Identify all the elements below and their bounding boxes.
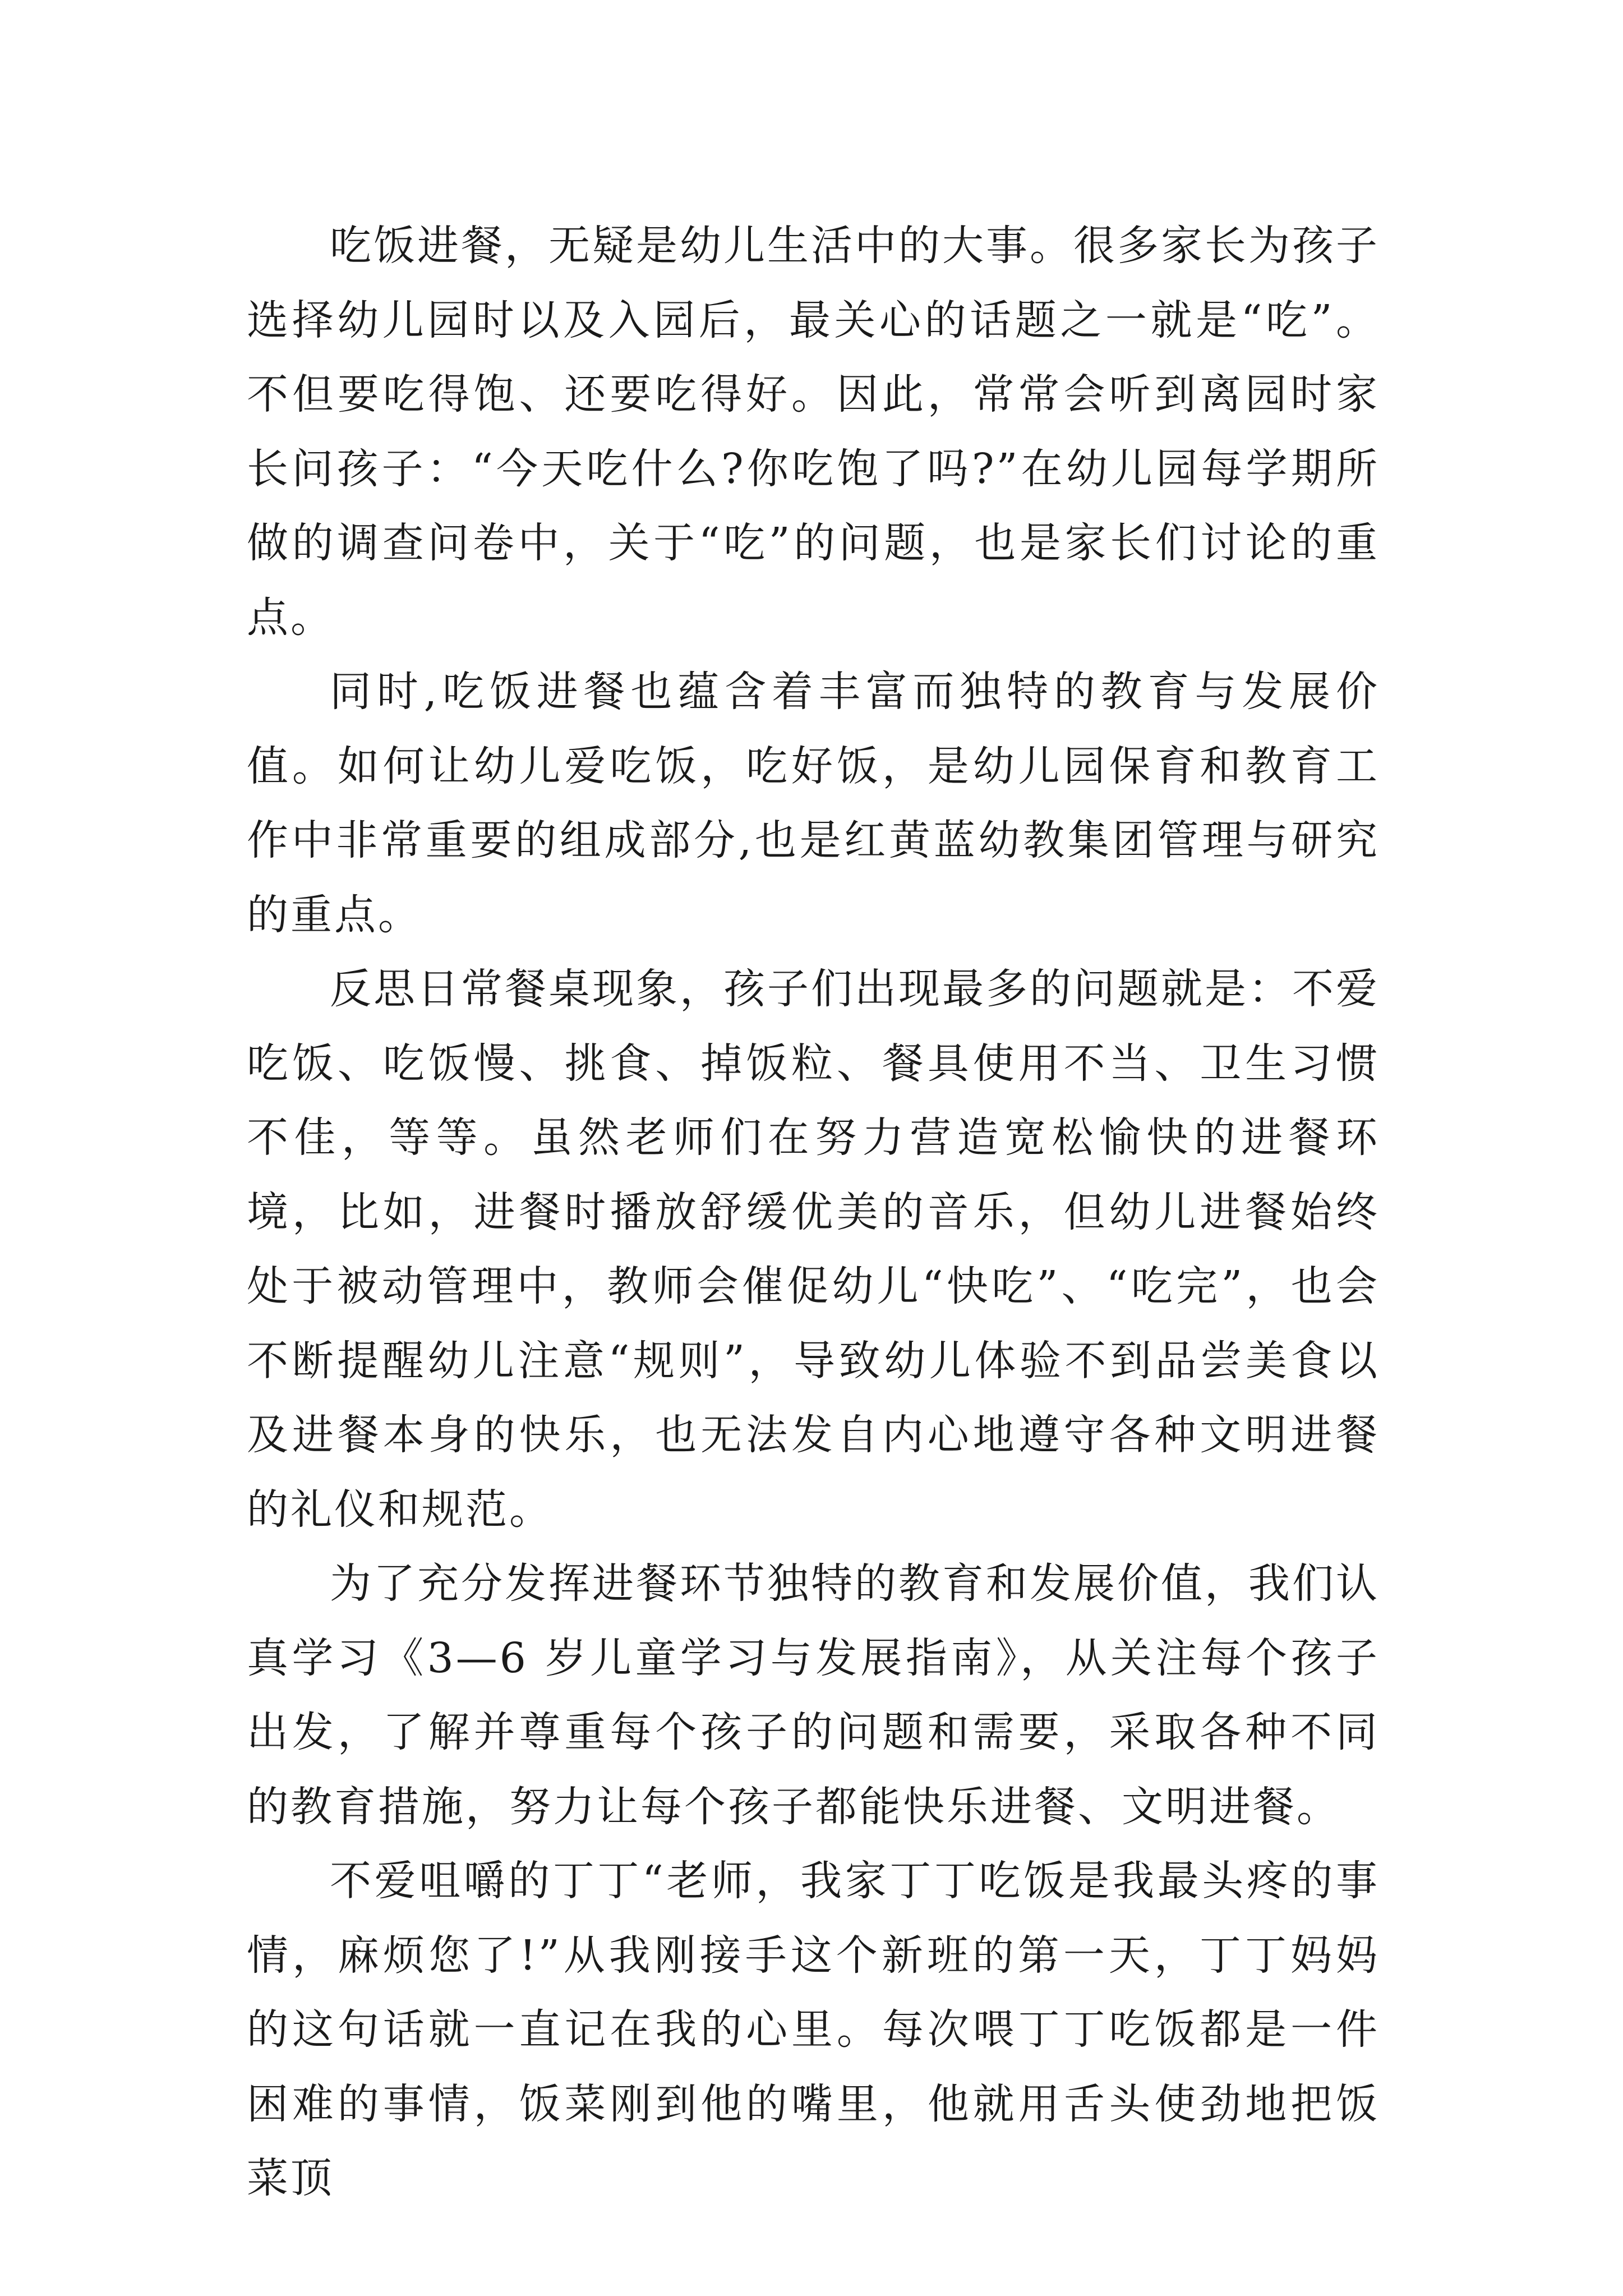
paragraph: 反思日常餐桌现象，孩子们出现最多的问题就是：不爱吃饭、吃饭慢、挑食、掉饭粒、餐具使用不当、卫生习惯不佳，等等。虽然老师们在努力营造宽松愉快的进餐环境，比如，进餐时播放舒缓优美的音乐，但幼儿进餐始终处于被动管理中，教师会催促幼儿“快吃”、“吃完”，也会不断提醒幼儿注意“规则”，导致幼儿体验不到品尝美食以及进餐本身的快乐，也无法发自内心地遵守各种文明进餐的礼仪和规范。 [247, 965, 1380, 1534]
paragraph: 吃饭进餐，无疑是幼儿生活中的大事。很多家长为孩子选择幼儿园时以及入园后，最关心的话题之一就是“吃”。不但要吃得饱、还要吃得好。因此，常常会听到离园时家长问孩子：“今天吃什么?你吃饱了吗?”在幼儿园每学期所做的调查问卷中，关于“吃”的问题，也是家长们讨论的重点。 [247, 222, 1380, 642]
paragraph: 为了充分发挥进餐环节独特的教育和发展价值，我们认真学习《3—6 岁儿童学习与发展指南》，从关注每个孩子出发，了解并尊重每个孩子的问题和需要，采取各种不同的教育措施，努力让每个孩子都能快乐进餐、文明进餐。 [247, 1559, 1380, 1831]
document-body [247, 209, 1380, 2216]
paragraph: 不爱咀嚼的丁丁“老师，我家丁丁吃饭是我最头疼的事情，麻烦您了!”从我刚接手这个新班的第一天，丁丁妈妈的这句话就一直记在我的心里。每次喂丁丁吃饭都是一件困难的事情，饭菜刚到他的嘴里，他就用舌头使劲地把饭菜顶 [247, 1857, 1380, 2202]
paragraph: 同时,吃饭进餐也蕴含着丰富而独特的教育与发展价值。如何让幼儿爱吃饭，吃好饭，是幼儿园保育和教育工作中非常重要的组成部分,也是红黄蓝幼教集团管理与研究的重点。 [247, 668, 1380, 939]
